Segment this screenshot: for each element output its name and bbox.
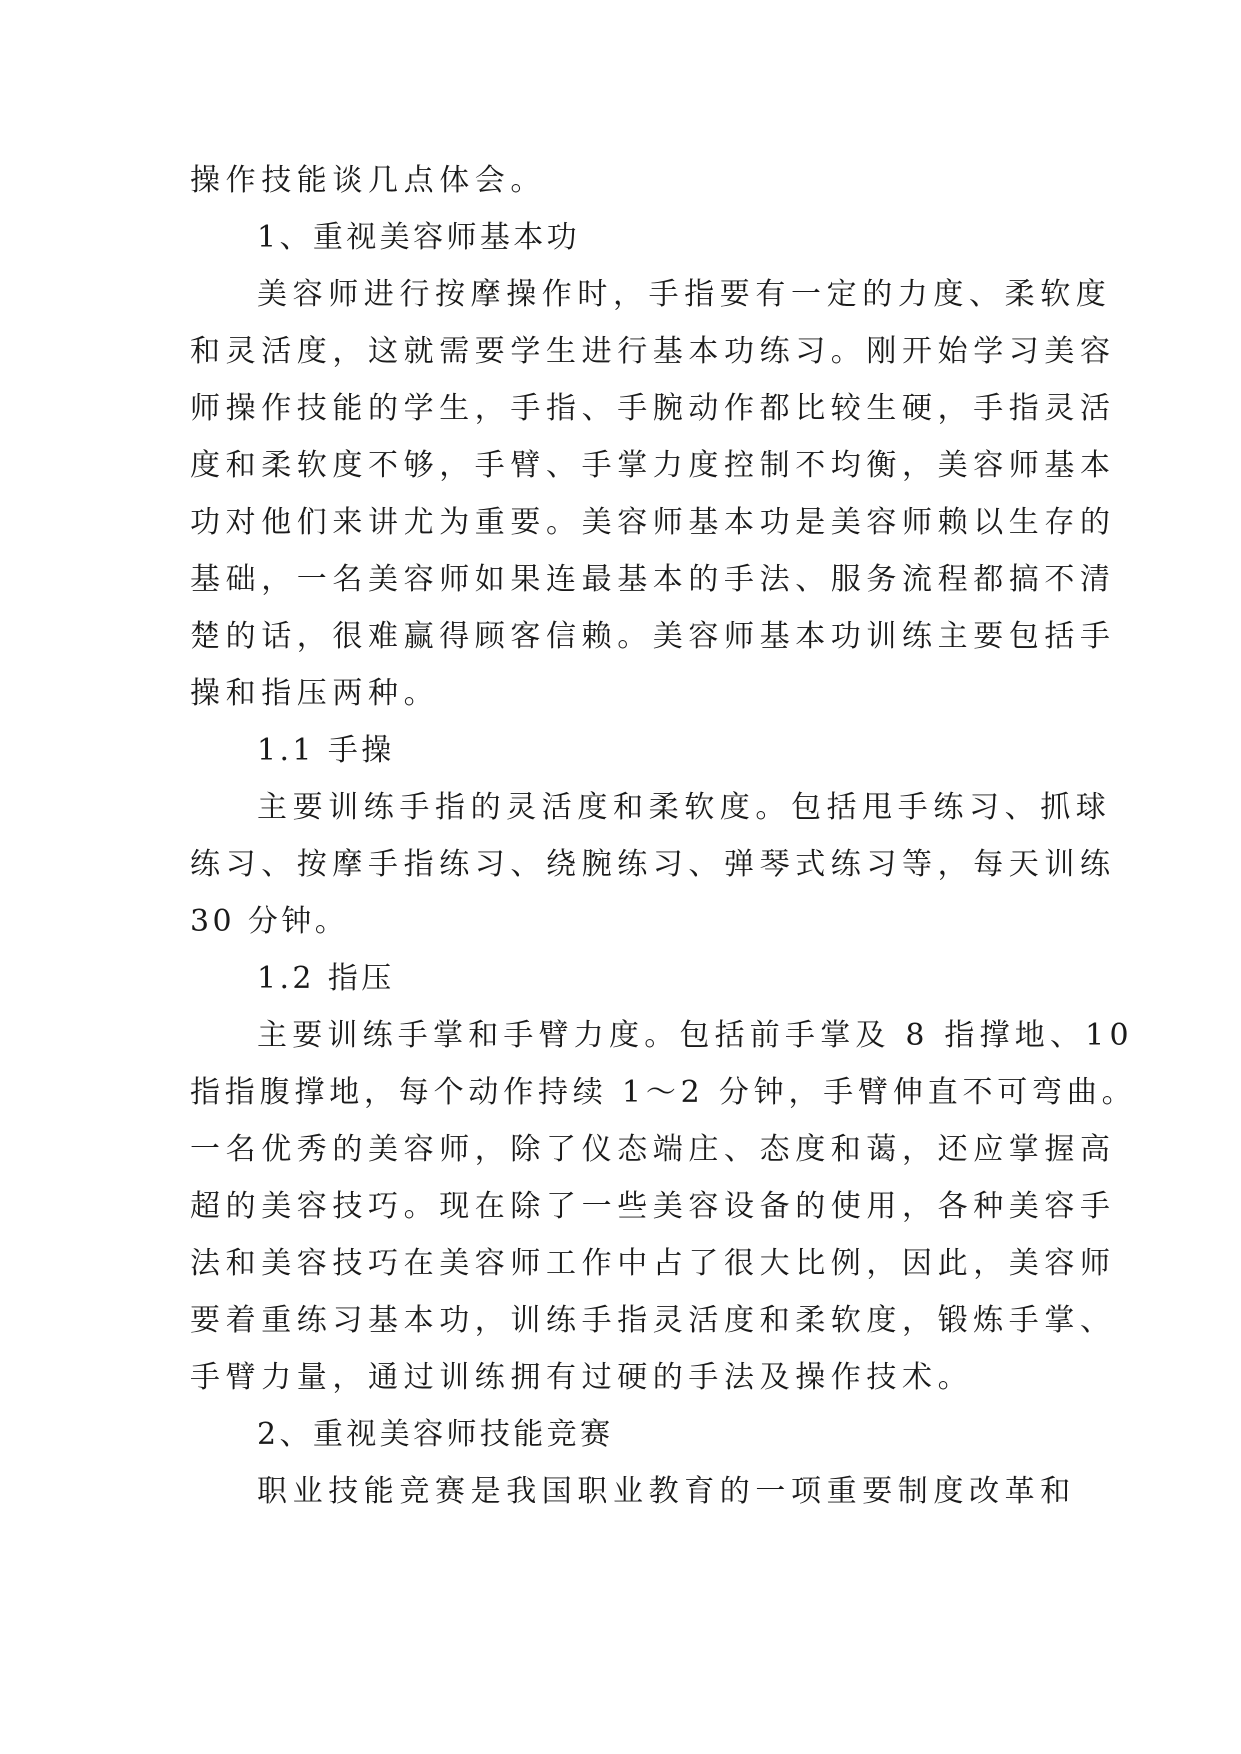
text-line: 操和指压两种。 [190,676,440,711]
text-line: 职业技能竞赛是我国职业教育的一项重要制度改革和 [257,1474,1076,1509]
text-line: 要着重练习基本功，训练手指灵活度和柔软度，锻炼手掌、 [190,1303,1116,1338]
text-line: 主要训练手指的灵活度和柔软度。包括甩手练习、抓球 [257,790,1112,825]
text-line: 操作技能谈几点体会。 [190,163,546,198]
text-line: 法和美容技巧在美容师工作中占了很大比例，因此，美容师 [190,1246,1116,1281]
text-line: 一名优秀的美容师，除了仪态端庄、态度和蔼，还应掌握高 [190,1132,1116,1167]
text-line: 手臂力量，通过训练拥有过硬的手法及操作技术。 [190,1360,974,1395]
text-line: 基础，一名美容师如果连最基本的手法、服务流程都搞不清 [190,562,1116,597]
section-heading: 1、重视美容师基本功 [257,220,581,255]
text-line: 度和柔软度不够，手臂、手掌力度控制不均衡，美容师基本 [190,448,1116,483]
text-line: 楚的话，很难赢得顾客信赖。美容师基本功训练主要包括手 [190,619,1116,654]
text-line: 和灵活度，这就需要学生进行基本功练习。刚开始学习美容 [190,334,1116,369]
text-line: 练习、按摩手指练习、绕腕练习、弹琴式练习等，每天训练 [190,847,1116,882]
subsection-heading: 1.1 手操 [257,733,395,768]
text-line: 指指腹撑地，每个动作持续 1～2 分钟，手臂伸直不可弯曲。 [190,1075,1137,1110]
section-heading: 2、重视美容师技能竞赛 [257,1417,614,1452]
text-line: 超的美容技巧。现在除了一些美容设备的使用，各种美容手 [190,1189,1116,1224]
text-line: 功对他们来讲尤为重要。美容师基本功是美容师赖以生存的 [190,505,1116,540]
subsection-heading: 1.2 指压 [257,961,395,996]
text-line: 美容师进行按摩操作时，手指要有一定的力度、柔软度 [257,277,1112,312]
text-line: 30 分钟。 [190,904,349,939]
text-line: 主要训练手掌和手臂力度。包括前手掌及 8 指撑地、10 [257,1018,1134,1053]
text-line: 师操作技能的学生，手指、手腕动作都比较生硬，手指灵活 [190,391,1116,426]
